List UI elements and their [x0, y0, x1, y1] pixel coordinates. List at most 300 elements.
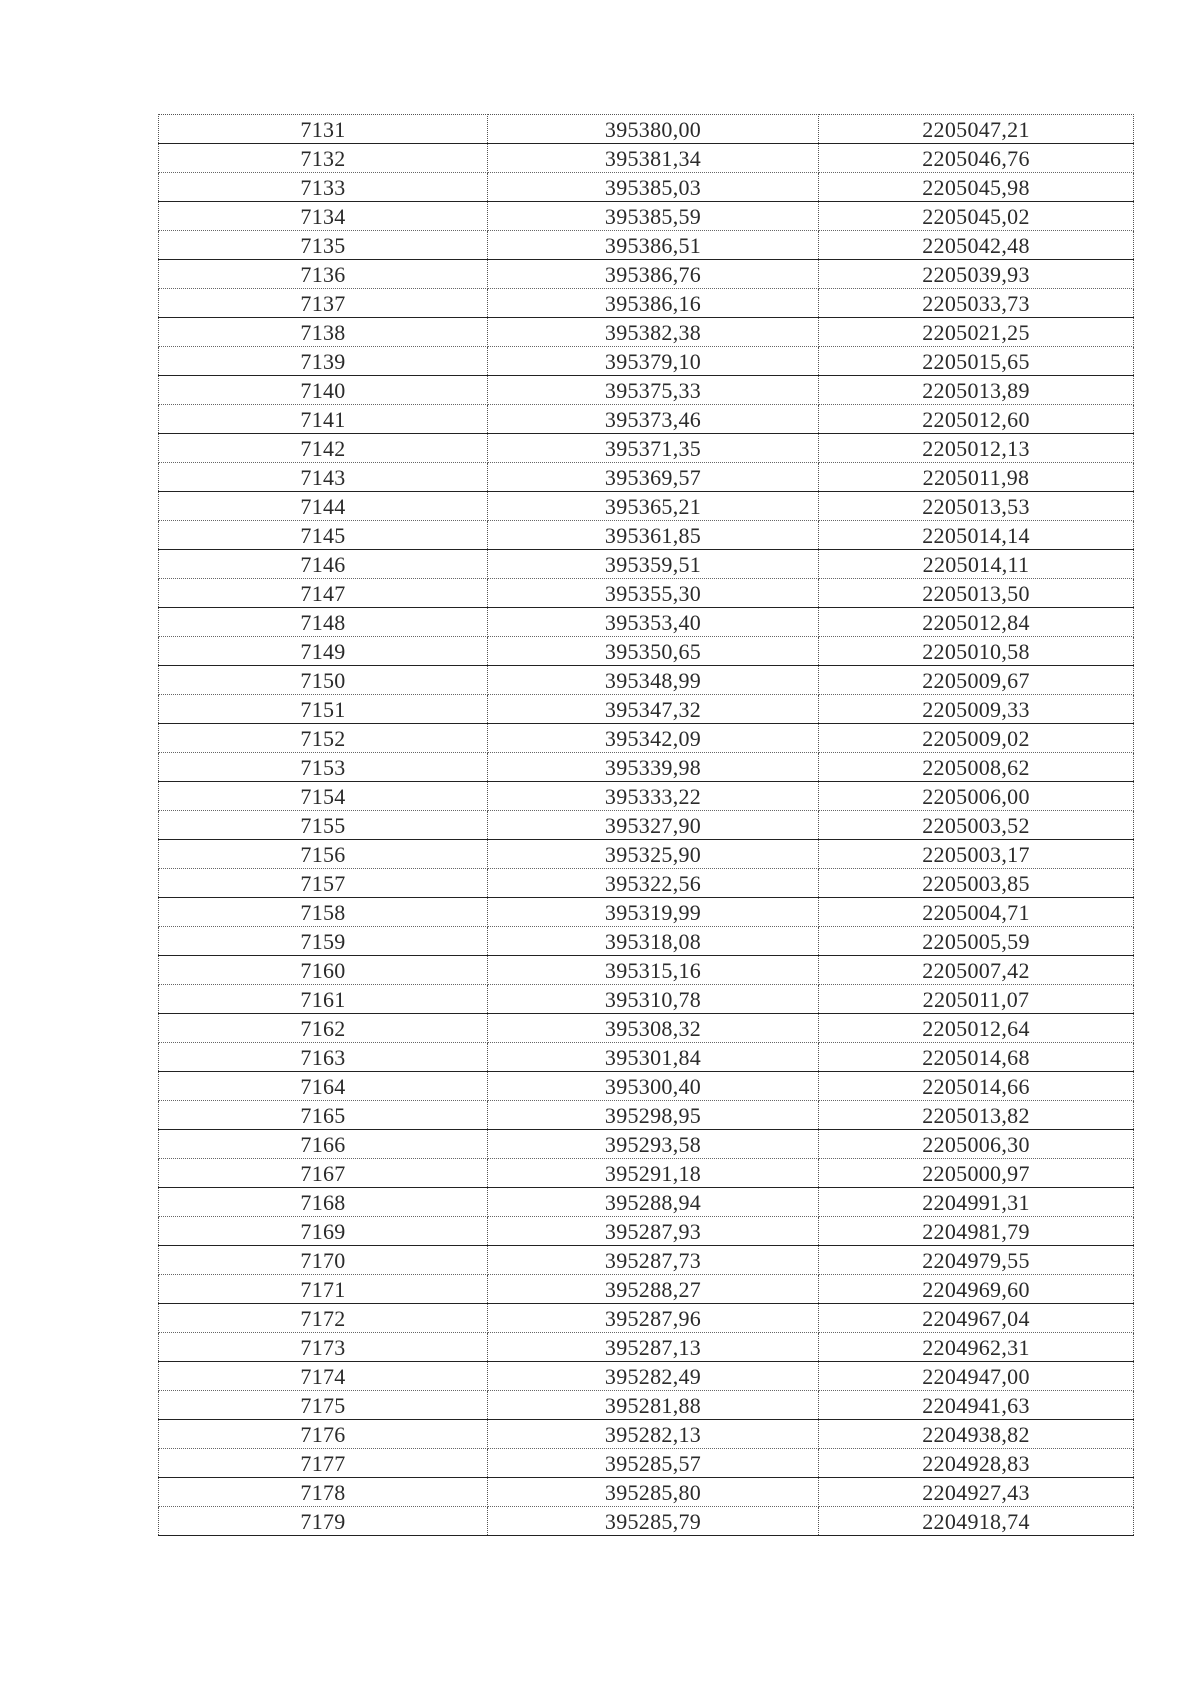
x-coordinate-text: 395325,90: [604, 842, 702, 867]
point-number-text: 7150: [300, 668, 346, 693]
coordinates-table-body: [159, 115, 1134, 1536]
y-coordinate-cell: [819, 753, 1134, 782]
y-coordinate-text: 2205013,53: [922, 494, 1030, 519]
x-coordinate-text: 395318,08: [604, 929, 702, 954]
table-row: [159, 1130, 1134, 1159]
y-coordinate-text: 2205006,00: [922, 784, 1030, 809]
point-number-text: 7162: [300, 1016, 346, 1041]
table-row: [159, 1391, 1134, 1420]
x-coordinate-text: 395287,96: [604, 1306, 702, 1331]
table-row: [159, 811, 1134, 840]
point-number-text: 7175: [300, 1393, 346, 1418]
x-coordinate-cell: [488, 1101, 819, 1130]
y-coordinate-cell: [819, 1101, 1134, 1130]
x-coordinate-cell: [488, 376, 819, 405]
y-coordinate-text: 2205005,59: [922, 929, 1030, 954]
y-coordinate-text: 2204928,83: [922, 1451, 1030, 1476]
point-number-cell: [159, 434, 488, 463]
x-coordinate-text: 395359,51: [604, 552, 702, 577]
table-row: [159, 492, 1134, 521]
point-number-text: 7169: [300, 1219, 346, 1244]
table-row: [159, 782, 1134, 811]
x-coordinate-cell: [488, 1043, 819, 1072]
table-row: [159, 608, 1134, 637]
point-number-cell: [159, 637, 488, 666]
point-number-text: 7145: [300, 523, 346, 548]
table-row: [159, 1159, 1134, 1188]
point-number-text: 7151: [300, 697, 346, 722]
y-coordinate-text: 2205003,85: [922, 871, 1030, 896]
point-number-cell: [159, 1304, 488, 1333]
table-row: [159, 1420, 1134, 1449]
table-row: [159, 666, 1134, 695]
y-coordinate-cell: [819, 1507, 1134, 1536]
x-coordinate-text: 395385,59: [604, 204, 702, 229]
point-number-cell: [159, 840, 488, 869]
y-coordinate-text: 2205006,30: [922, 1132, 1030, 1157]
point-number-text: 7166: [300, 1132, 346, 1157]
x-coordinate-text: 395322,56: [604, 871, 702, 896]
point-number-text: 7160: [300, 958, 346, 983]
point-number-cell: [159, 753, 488, 782]
table-row: [159, 637, 1134, 666]
table-row: [159, 202, 1134, 231]
x-coordinate-text: 395379,10: [604, 349, 702, 374]
point-number-text: 7179: [300, 1509, 346, 1534]
point-number-text: 7174: [300, 1364, 346, 1389]
point-number-cell: [159, 405, 488, 434]
table-row: [159, 1072, 1134, 1101]
point-number-cell: [159, 956, 488, 985]
y-coordinate-cell: [819, 579, 1134, 608]
point-number-text: 7131: [300, 117, 346, 142]
point-number-cell: [159, 492, 488, 521]
y-coordinate-text: 2205013,89: [922, 378, 1030, 403]
point-number-text: 7147: [300, 581, 346, 606]
x-coordinate-cell: [488, 840, 819, 869]
x-coordinate-text: 395385,03: [604, 175, 702, 200]
y-coordinate-cell: [819, 376, 1134, 405]
x-coordinate-text: 395361,85: [604, 523, 702, 548]
table-row: [159, 405, 1134, 434]
x-coordinate-text: 395285,80: [604, 1480, 702, 1505]
point-number-text: 7167: [300, 1161, 346, 1186]
y-coordinate-text: 2204962,31: [922, 1335, 1030, 1360]
x-coordinate-cell: [488, 1072, 819, 1101]
y-coordinate-cell: [819, 1072, 1134, 1101]
y-coordinate-text: 2204941,63: [922, 1393, 1030, 1418]
y-coordinate-cell: [819, 202, 1134, 231]
point-number-text: 7159: [300, 929, 346, 954]
y-coordinate-text: 2205045,02: [922, 204, 1030, 229]
table-row: [159, 1478, 1134, 1507]
x-coordinate-cell: [488, 1217, 819, 1246]
y-coordinate-cell: [819, 463, 1134, 492]
y-coordinate-cell: [819, 1391, 1134, 1420]
x-coordinate-cell: [488, 463, 819, 492]
y-coordinate-text: 2205010,58: [922, 639, 1030, 664]
x-coordinate-text: 395333,22: [604, 784, 702, 809]
x-coordinate-cell: [488, 173, 819, 202]
x-coordinate-cell: [488, 637, 819, 666]
x-coordinate-text: 395287,73: [604, 1248, 702, 1273]
point-number-text: 7142: [300, 436, 346, 461]
x-coordinate-text: 395287,13: [604, 1335, 702, 1360]
table-row: [159, 1507, 1134, 1536]
x-coordinate-text: 395319,99: [604, 900, 702, 925]
x-coordinate-text: 395308,32: [604, 1016, 702, 1041]
point-number-text: 7136: [300, 262, 346, 287]
point-number-text: 7165: [300, 1103, 346, 1128]
point-number-cell: [159, 1478, 488, 1507]
x-coordinate-text: 395285,79: [604, 1509, 702, 1534]
y-coordinate-text: 2205014,66: [922, 1074, 1030, 1099]
y-coordinate-cell: [819, 1362, 1134, 1391]
point-number-cell: [159, 1217, 488, 1246]
y-coordinate-cell: [819, 1217, 1134, 1246]
y-coordinate-text: 2205033,73: [922, 291, 1030, 316]
point-number-cell: [159, 521, 488, 550]
table-row: [159, 695, 1134, 724]
point-number-text: 7173: [300, 1335, 346, 1360]
x-coordinate-cell: [488, 115, 819, 144]
y-coordinate-cell: [819, 1449, 1134, 1478]
table-row: [159, 724, 1134, 753]
y-coordinate-text: 2205042,48: [922, 233, 1030, 258]
point-number-text: 7135: [300, 233, 346, 258]
point-number-cell: [159, 347, 488, 376]
point-number-text: 7152: [300, 726, 346, 751]
y-coordinate-cell: [819, 1043, 1134, 1072]
point-number-text: 7177: [300, 1451, 346, 1476]
point-number-cell: [159, 1362, 488, 1391]
point-number-cell: [159, 1101, 488, 1130]
point-number-cell: [159, 1449, 488, 1478]
y-coordinate-cell: [819, 927, 1134, 956]
y-coordinate-text: 2204918,74: [922, 1509, 1030, 1534]
x-coordinate-text: 395347,32: [604, 697, 702, 722]
y-coordinate-cell: [819, 1130, 1134, 1159]
x-coordinate-cell: [488, 1275, 819, 1304]
point-number-text: 7178: [300, 1480, 346, 1505]
x-coordinate-text: 395285,57: [604, 1451, 702, 1476]
point-number-text: 7155: [300, 813, 346, 838]
point-number-text: 7148: [300, 610, 346, 635]
point-number-cell: [159, 376, 488, 405]
y-coordinate-cell: [819, 695, 1134, 724]
y-coordinate-text: 2205008,62: [922, 755, 1030, 780]
x-coordinate-text: 395375,33: [604, 378, 702, 403]
x-coordinate-text: 395381,34: [604, 146, 702, 171]
point-number-cell: [159, 260, 488, 289]
point-number-text: 7161: [300, 987, 346, 1012]
table-row: [159, 231, 1134, 260]
point-number-text: 7143: [300, 465, 346, 490]
x-coordinate-cell: [488, 956, 819, 985]
table-row: [159, 173, 1134, 202]
y-coordinate-cell: [819, 318, 1134, 347]
y-coordinate-cell: [819, 840, 1134, 869]
point-number-cell: [159, 985, 488, 1014]
y-coordinate-cell: [819, 985, 1134, 1014]
coordinates-table: [158, 114, 1134, 1536]
point-number-text: 7170: [300, 1248, 346, 1273]
x-coordinate-cell: [488, 1507, 819, 1536]
point-number-text: 7153: [300, 755, 346, 780]
table-row: [159, 1333, 1134, 1362]
x-coordinate-cell: [488, 1159, 819, 1188]
x-coordinate-cell: [488, 927, 819, 956]
x-coordinate-cell: [488, 434, 819, 463]
y-coordinate-cell: [819, 1275, 1134, 1304]
x-coordinate-text: 395339,98: [604, 755, 702, 780]
point-number-cell: [159, 927, 488, 956]
x-coordinate-cell: [488, 1333, 819, 1362]
point-number-cell: [159, 289, 488, 318]
x-coordinate-cell: [488, 550, 819, 579]
y-coordinate-text: 2205003,17: [922, 842, 1030, 867]
table-row: [159, 1217, 1134, 1246]
x-coordinate-text: 395386,76: [604, 262, 702, 287]
x-coordinate-cell: [488, 579, 819, 608]
point-number-text: 7141: [300, 407, 346, 432]
y-coordinate-text: 2205012,64: [922, 1016, 1030, 1041]
x-coordinate-text: 395348,99: [604, 668, 702, 693]
point-number-cell: [159, 115, 488, 144]
x-coordinate-cell: [488, 1391, 819, 1420]
table-row: [159, 1275, 1134, 1304]
y-coordinate-text: 2205013,82: [922, 1103, 1030, 1128]
y-coordinate-text: 2204991,31: [922, 1190, 1030, 1215]
point-number-cell: [159, 898, 488, 927]
y-coordinate-text: 2205045,98: [922, 175, 1030, 200]
point-number-cell: [159, 173, 488, 202]
x-coordinate-cell: [488, 1362, 819, 1391]
y-coordinate-text: 2205047,21: [922, 117, 1030, 142]
y-coordinate-cell: [819, 1304, 1134, 1333]
table-row: [159, 463, 1134, 492]
table-row: [159, 898, 1134, 927]
x-coordinate-cell: [488, 724, 819, 753]
x-coordinate-cell: [488, 1246, 819, 1275]
x-coordinate-text: 395350,65: [604, 639, 702, 664]
x-coordinate-cell: [488, 666, 819, 695]
point-number-cell: [159, 1188, 488, 1217]
point-number-text: 7172: [300, 1306, 346, 1331]
x-coordinate-text: 395288,27: [604, 1277, 702, 1302]
x-coordinate-cell: [488, 1449, 819, 1478]
y-coordinate-cell: [819, 1014, 1134, 1043]
y-coordinate-cell: [819, 637, 1134, 666]
point-number-cell: [159, 695, 488, 724]
x-coordinate-text: 395386,51: [604, 233, 702, 258]
y-coordinate-text: 2205011,98: [922, 465, 1030, 490]
point-number-text: 7156: [300, 842, 346, 867]
y-coordinate-cell: [819, 347, 1134, 376]
x-coordinate-text: 395327,90: [604, 813, 702, 838]
table-row: [159, 289, 1134, 318]
x-coordinate-text: 395282,13: [604, 1422, 702, 1447]
point-number-cell: [159, 550, 488, 579]
x-coordinate-cell: [488, 1304, 819, 1333]
y-coordinate-text: 2205021,25: [922, 320, 1030, 345]
point-number-text: 7158: [300, 900, 346, 925]
x-coordinate-cell: [488, 347, 819, 376]
x-coordinate-text: 395315,16: [604, 958, 702, 983]
point-number-cell: [159, 231, 488, 260]
table-row: [159, 1188, 1134, 1217]
x-coordinate-cell: [488, 521, 819, 550]
table-row: [159, 434, 1134, 463]
point-number-text: 7138: [300, 320, 346, 345]
y-coordinate-text: 2205009,33: [922, 697, 1030, 722]
table-row: [159, 347, 1134, 376]
point-number-cell: [159, 463, 488, 492]
x-coordinate-cell: [488, 1420, 819, 1449]
x-coordinate-cell: [488, 1478, 819, 1507]
y-coordinate-text: 2204947,00: [922, 1364, 1030, 1389]
point-number-cell: [159, 1072, 488, 1101]
table-row: [159, 579, 1134, 608]
table-row: [159, 927, 1134, 956]
y-coordinate-cell: [819, 173, 1134, 202]
point-number-text: 7137: [300, 291, 346, 316]
table-row: [159, 1362, 1134, 1391]
point-number-cell: [159, 666, 488, 695]
x-coordinate-cell: [488, 144, 819, 173]
x-coordinate-text: 395355,30: [604, 581, 702, 606]
point-number-cell: [159, 1130, 488, 1159]
point-number-text: 7171: [300, 1277, 346, 1302]
point-number-cell: [159, 144, 488, 173]
y-coordinate-cell: [819, 144, 1134, 173]
x-coordinate-text: 395298,95: [604, 1103, 702, 1128]
x-coordinate-cell: [488, 289, 819, 318]
y-coordinate-cell: [819, 811, 1134, 840]
y-coordinate-text: 2205014,14: [922, 523, 1030, 548]
y-coordinate-cell: [819, 115, 1134, 144]
point-number-text: 7176: [300, 1422, 346, 1447]
point-number-text: 7132: [300, 146, 346, 171]
x-coordinate-cell: [488, 492, 819, 521]
point-number-cell: [159, 579, 488, 608]
point-number-text: 7140: [300, 378, 346, 403]
y-coordinate-cell: [819, 724, 1134, 753]
x-coordinate-cell: [488, 811, 819, 840]
point-number-text: 7154: [300, 784, 346, 809]
point-number-cell: [159, 202, 488, 231]
y-coordinate-text: 2204938,82: [922, 1422, 1030, 1447]
point-number-text: 7149: [300, 639, 346, 664]
x-coordinate-text: 395310,78: [604, 987, 702, 1012]
y-coordinate-cell: [819, 666, 1134, 695]
y-coordinate-cell: [819, 492, 1134, 521]
point-number-cell: [159, 724, 488, 753]
table-row: [159, 115, 1134, 144]
point-number-cell: [159, 869, 488, 898]
y-coordinate-text: 2205015,65: [922, 349, 1030, 374]
table-row: [159, 840, 1134, 869]
point-number-cell: [159, 1507, 488, 1536]
point-number-cell: [159, 1159, 488, 1188]
x-coordinate-cell: [488, 1130, 819, 1159]
point-number-text: 7134: [300, 204, 346, 229]
x-coordinate-cell: [488, 985, 819, 1014]
y-coordinate-text: 2204969,60: [922, 1277, 1030, 1302]
point-number-text: 7168: [300, 1190, 346, 1215]
x-coordinate-text: 395373,46: [604, 407, 702, 432]
y-coordinate-text: 2205012,60: [922, 407, 1030, 432]
y-coordinate-text: 2205003,52: [922, 813, 1030, 838]
table-row: [159, 1449, 1134, 1478]
point-number-cell: [159, 318, 488, 347]
y-coordinate-text: 2205013,50: [922, 581, 1030, 606]
point-number-text: 7146: [300, 552, 346, 577]
point-number-cell: [159, 1246, 488, 1275]
y-coordinate-text: 2204967,04: [922, 1306, 1030, 1331]
point-number-cell: [159, 1275, 488, 1304]
x-coordinate-cell: [488, 231, 819, 260]
point-number-text: 7133: [300, 175, 346, 200]
y-coordinate-cell: [819, 782, 1134, 811]
y-coordinate-cell: [819, 869, 1134, 898]
table-row: [159, 753, 1134, 782]
y-coordinate-cell: [819, 550, 1134, 579]
y-coordinate-cell: [819, 521, 1134, 550]
y-coordinate-cell: [819, 434, 1134, 463]
point-number-text: 7157: [300, 871, 346, 896]
x-coordinate-cell: [488, 202, 819, 231]
x-coordinate-text: 395301,84: [604, 1045, 702, 1070]
table-row: [159, 956, 1134, 985]
y-coordinate-cell: [819, 1159, 1134, 1188]
x-coordinate-text: 395300,40: [604, 1074, 702, 1099]
table-row: [159, 1246, 1134, 1275]
x-coordinate-text: 395386,16: [604, 291, 702, 316]
point-number-cell: [159, 811, 488, 840]
y-coordinate-text: 2205012,13: [922, 436, 1030, 461]
y-coordinate-cell: [819, 898, 1134, 927]
y-coordinate-text: 2204979,55: [922, 1248, 1030, 1273]
table-row: [159, 260, 1134, 289]
x-coordinate-text: 395293,58: [604, 1132, 702, 1157]
table-row: [159, 521, 1134, 550]
table-row: [159, 144, 1134, 173]
y-coordinate-text: 2205000,97: [922, 1161, 1030, 1186]
point-number-cell: [159, 1391, 488, 1420]
table-row: [159, 1304, 1134, 1333]
x-coordinate-text: 395382,38: [604, 320, 702, 345]
y-coordinate-cell: [819, 405, 1134, 434]
y-coordinate-text: 2205011,07: [922, 987, 1030, 1012]
y-coordinate-cell: [819, 231, 1134, 260]
x-coordinate-text: 395371,35: [604, 436, 702, 461]
y-coordinate-text: 2204927,43: [922, 1480, 1030, 1505]
x-coordinate-cell: [488, 318, 819, 347]
y-coordinate-cell: [819, 260, 1134, 289]
point-number-cell: [159, 1014, 488, 1043]
x-coordinate-text: 395291,18: [604, 1161, 702, 1186]
point-number-cell: [159, 1420, 488, 1449]
table-row: [159, 550, 1134, 579]
y-coordinate-text: 2205007,42: [922, 958, 1030, 983]
x-coordinate-cell: [488, 608, 819, 637]
x-coordinate-cell: [488, 1014, 819, 1043]
y-coordinate-text: 2205014,11: [922, 552, 1030, 577]
x-coordinate-text: 395282,49: [604, 1364, 702, 1389]
table-row: [159, 1101, 1134, 1130]
point-number-cell: [159, 608, 488, 637]
